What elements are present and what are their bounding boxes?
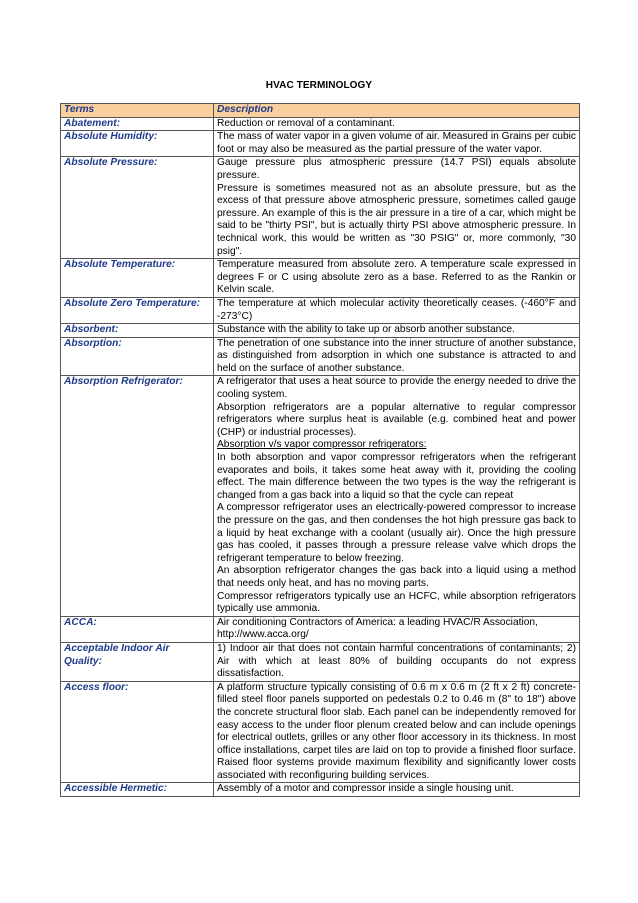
description-cell: [214, 117, 580, 131]
description-cell: [214, 681, 580, 783]
table-row: [61, 157, 580, 259]
description-cell: [214, 337, 580, 376]
description-paragraph: A refrigerator that uses a heat source to provide the energy needed to drive the cooling system.: [217, 376, 576, 401]
description-cell: [214, 157, 580, 259]
table-row: [61, 259, 580, 298]
term-cell: Absorbent:: [61, 324, 214, 338]
description-cell: [214, 376, 580, 616]
table-row: [61, 616, 580, 642]
description-paragraph: A compressor refrigerator uses an electrically-powered compressor to increase the pressure on the gas, and then condenses the hot high pressure gas back to a liquid by heat exchange with a coolant (usually air). Once the high pressure gas has cooled, it passes through a pressure release valve which drops the refrigerant temperature to below freezing.: [217, 502, 576, 564]
description-cell: [214, 259, 580, 298]
table-row: [61, 337, 580, 376]
term-cell: Absolute Pressure:: [61, 157, 214, 259]
table-row: [61, 131, 580, 157]
description-paragraph: Pressure is sometimes measured not as an absolute pressure, but as the excess of that pressure above atmospheric pressure, sometimes called gauge pressure. An example of this is the air pressure in a tire of a car, which might be said to be "thirty PSI", but is actually thirty PSI above atmospheric pressure. In technical work, this would be written as "30 PSIG" or, more commonly, "30 psig".: [217, 182, 576, 257]
term-cell: Access floor:: [61, 681, 214, 783]
term-cell: Accessible Hermetic:: [61, 783, 214, 797]
description-cell: [214, 324, 580, 338]
page-title: HVAC TERMINOLOGY: [265, 80, 373, 91]
description-paragraph: 1) Indoor air that does not contain harmful concentrations of contaminants; 2) Air with which at least 80% of building occupants do not express dissatisfaction.: [217, 642, 576, 680]
table-header-row: [61, 104, 580, 118]
term-cell: Absolute Temperature:: [61, 259, 214, 298]
description-paragraph: Temperature measured from absolute zero. A temperature scale expressed in degrees F or C using absolute zero as a base. Referred to as the Rankin or Kelvin scale.: [217, 259, 576, 296]
description-paragraph: The mass of water vapor in a given volume of air. Measured in Grains per cubic foot or may also be measured as the partial pressure of the water vapor.: [217, 131, 576, 155]
description-paragraph: Substance with the ability to take up or absorb another substance.: [217, 324, 515, 336]
term-cell: Absolute Humidity:: [61, 131, 214, 157]
description-cell: [214, 297, 580, 323]
acca-link[interactable]: http://www.acca.org/: [217, 629, 309, 641]
table-row: [61, 642, 580, 681]
description-header: Description: [214, 104, 580, 118]
description-paragraph: Absorption refrigerators are a popular alternative to regular compressor refrigerators where surplus heat is available (e.g. combined heat and power (CHP) or industrial processes).: [217, 401, 576, 438]
description-paragraph: Absorption v/s vapor compressor refrigerators:: [217, 439, 427, 451]
description-cell: [214, 131, 580, 157]
description-cell: [214, 616, 580, 642]
description-paragraph: A platform structure typically consisting of 0.6 m x 0.6 m (2 ft x 2 ft) concrete-filled steel floor panels supported on pedestals 0.2 to 0.46 m (8" to 18") above the concrete structural floor slab. Each panel can be independently removed for easy access to the under floor plenum created below and can include openings for electrical outlets, grilles or any other floor accessory in its thickness. In most office installations, carpet tiles are laid on top to provide a finished floor surface. Raised floor systems provide maximum flexibility and significantly lower costs associated with reconfiguring building services.: [217, 681, 576, 781]
description-paragraph: The penetration of one substance into the inner structure of another substance, as distinguished from adsorption in which one substance is attracted to and held on the surface of another substance.: [217, 337, 576, 374]
term-cell: Absorption:: [61, 337, 214, 376]
term-cell: Absorption Refrigerator:: [61, 376, 214, 616]
term-cell: Abatement:: [61, 117, 214, 131]
description-paragraph: Gauge pressure plus atmospheric pressure (14.7 PSI) equals absolute pressure.: [217, 157, 576, 181]
description-cell: [214, 642, 580, 681]
description-paragraph: Reduction or removal of a contaminant.: [217, 117, 395, 129]
description-paragraph: Assembly of a motor and compressor inside a single housing unit.: [217, 783, 514, 795]
table-row: [61, 376, 580, 616]
term-cell: Absolute Zero Temperature:: [61, 297, 214, 323]
table-row: [61, 681, 580, 783]
description-paragraph: Compressor refrigerators typically use an HCFC, while absorption refrigerators typically use ammonia.: [217, 590, 576, 615]
table-row: [61, 783, 580, 797]
terms-header: Terms: [61, 104, 214, 118]
table-row: [61, 297, 580, 323]
description-paragraph: Air conditioning Contractors of America: a leading HVAC/R Association,: [217, 616, 538, 628]
table-row: [61, 117, 580, 131]
description-paragraph: In both absorption and vapor compressor refrigerators when the refrigerant evaporates and boils, it takes some heat away with it, providing the cooling effect. The main difference between the two types is the way the refrigerant is changed from a gas back into a liquid so that the cycle can repeat: [217, 452, 576, 501]
description-paragraph: The temperature at which molecular activity theoretically ceases. (-460°F and -273°C): [217, 297, 576, 322]
table-row: [61, 324, 580, 338]
description-paragraph: An absorption refrigerator changes the gas back into a liquid using a method that needs only heat, and has no moving parts.: [217, 565, 576, 589]
term-cell: Acceptable Indoor Air Quality:: [61, 642, 214, 681]
description-cell: [214, 783, 580, 797]
terminology-table: [60, 103, 580, 797]
term-cell: ACCA:: [61, 616, 214, 642]
